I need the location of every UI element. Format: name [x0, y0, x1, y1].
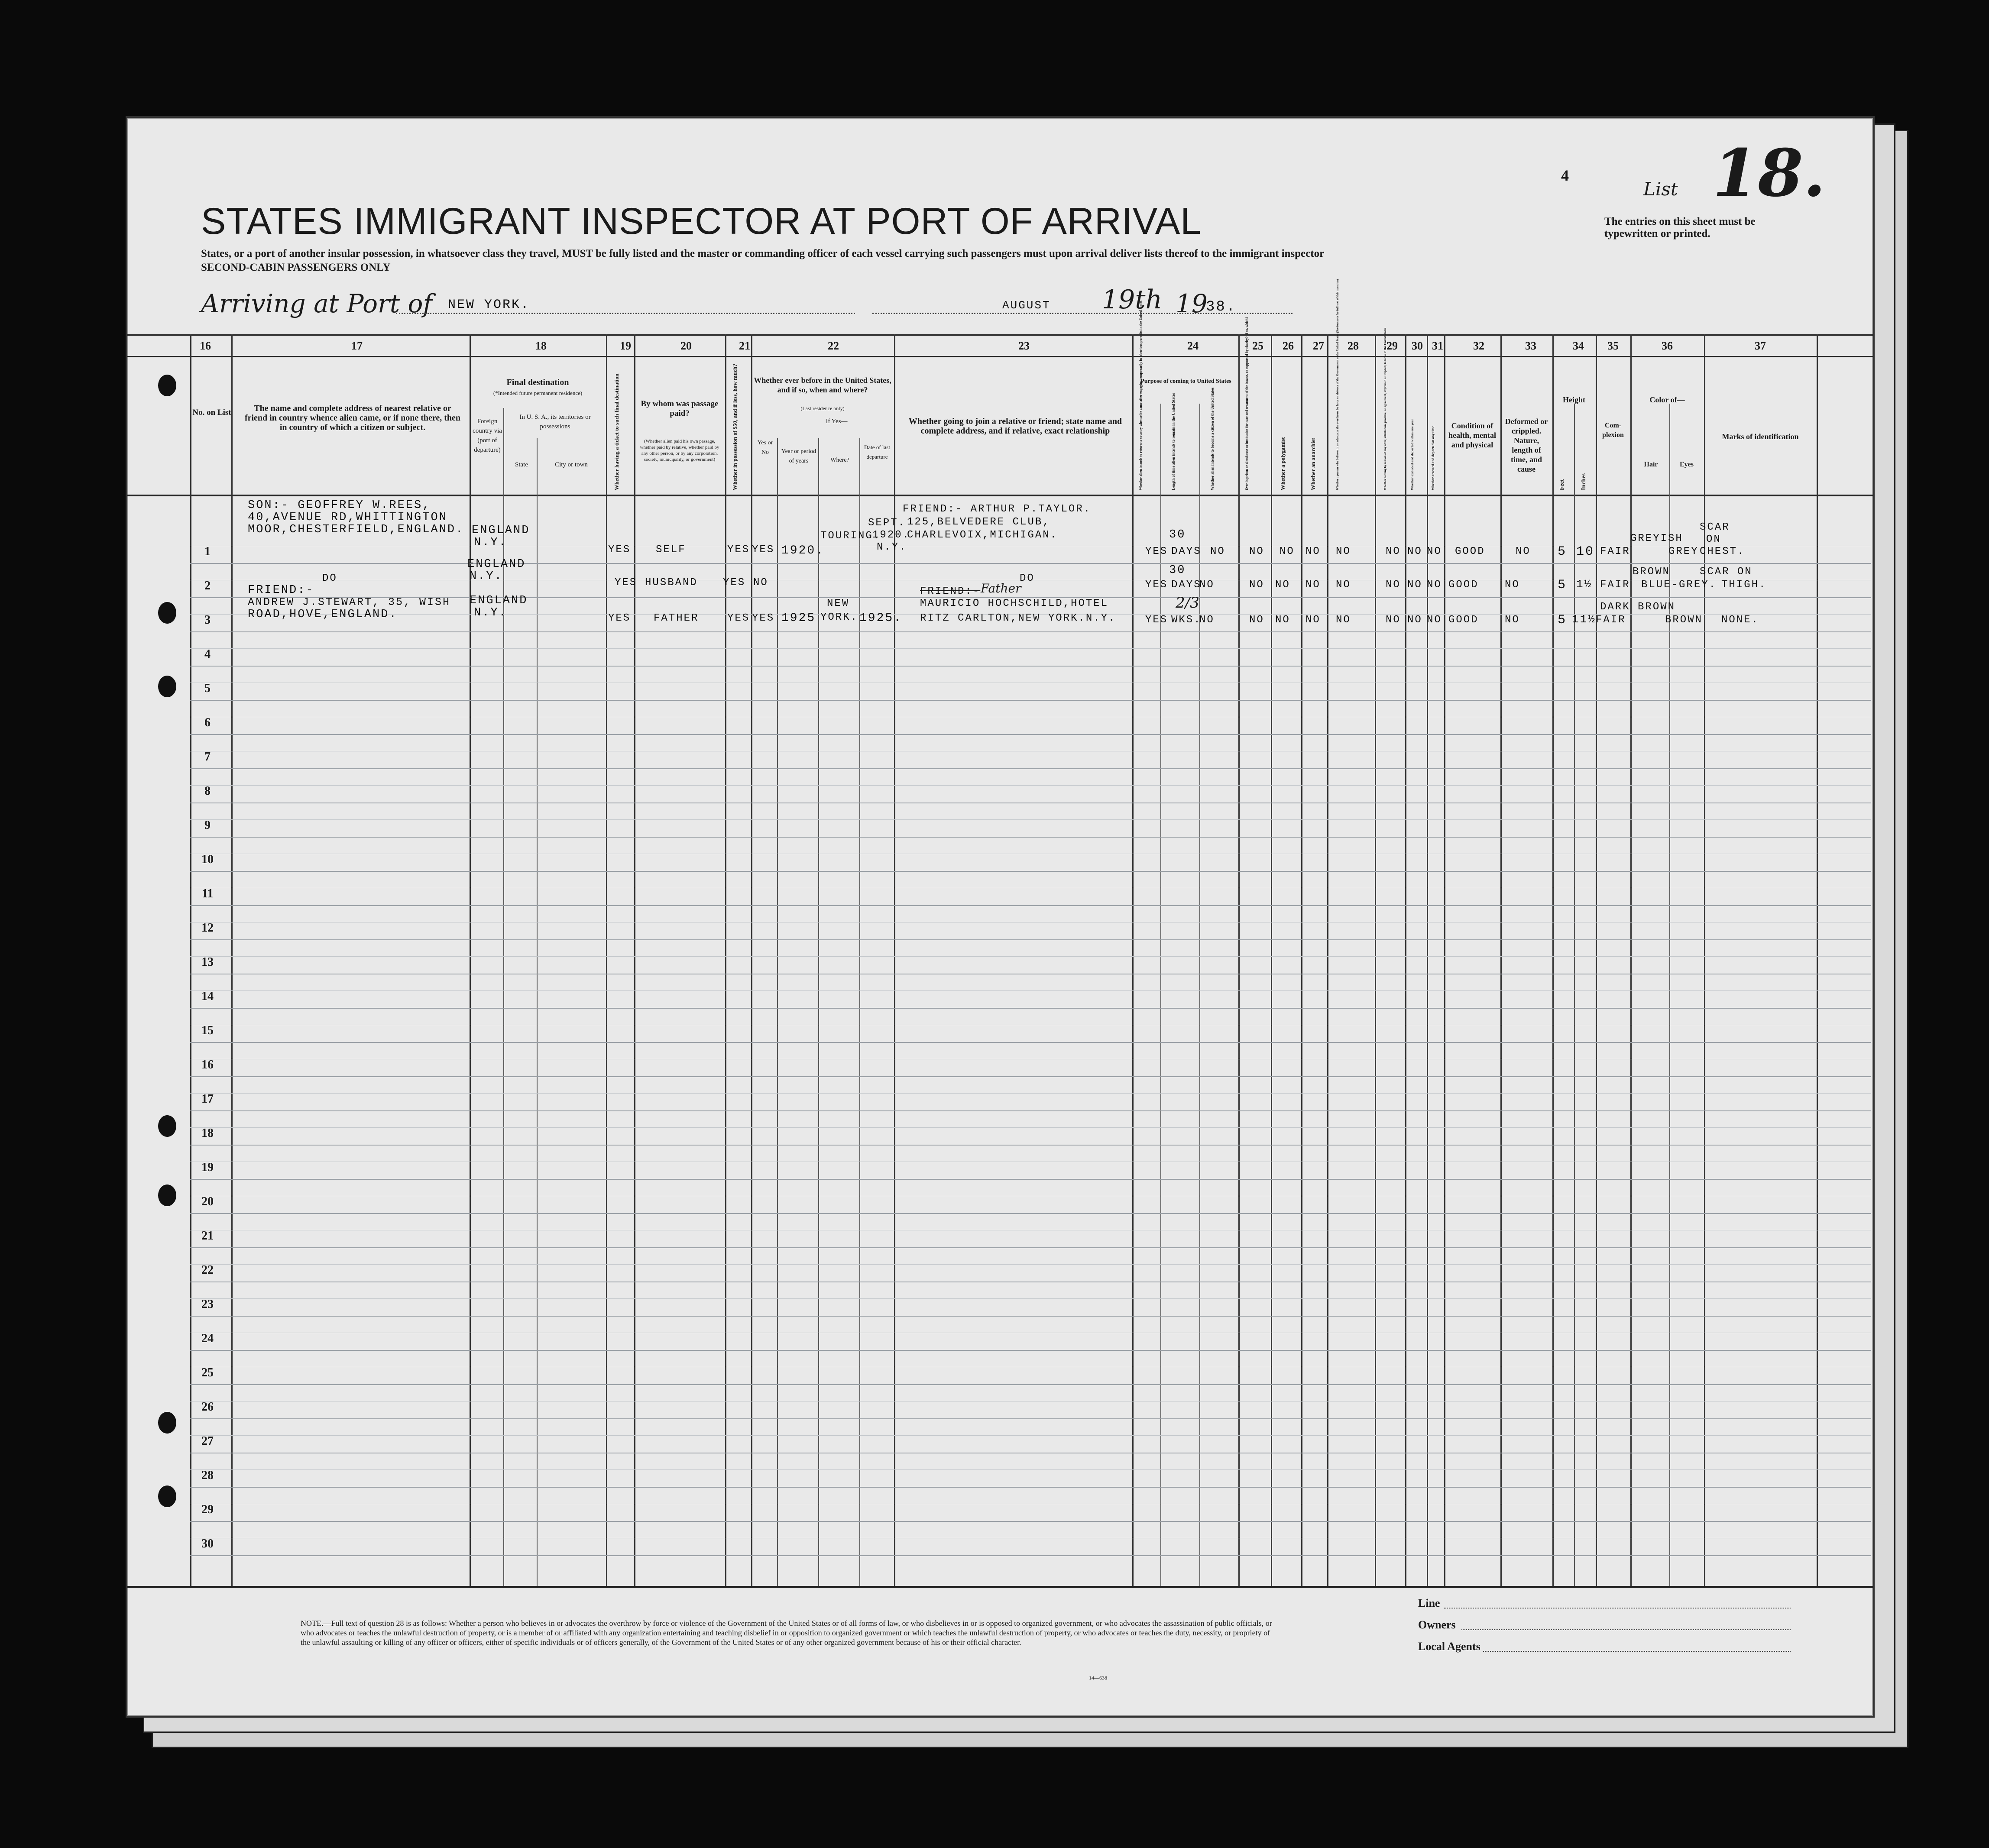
header-arrested: Whether arrested and deported at any time	[1431, 426, 1435, 490]
col-rule	[1301, 334, 1302, 1586]
row-number: 17	[201, 1092, 214, 1106]
entry-3-before: YES	[752, 612, 775, 624]
row-number: 26	[201, 1400, 214, 1414]
header-year-period: Year or period of years	[781, 448, 816, 464]
row-rule	[190, 1418, 1871, 1419]
col-num-20: 20	[680, 340, 692, 352]
entry-1-inches: 10	[1576, 544, 1595, 559]
entry-3-join-line-1: MAURICIO HOCHSCHILD,HOTEL	[920, 598, 1109, 609]
header-anarchist: Whether an anarchist	[1310, 438, 1316, 490]
row-rule	[190, 734, 1871, 735]
col-rule	[1817, 334, 1818, 1586]
row-number: 22	[201, 1263, 214, 1277]
entry-1-year: 1920.	[781, 544, 825, 557]
entry-1-join-line-3: CHARLEVOIX,MICHIGAN.	[907, 529, 1058, 541]
row-rule	[190, 837, 1871, 838]
entry-1-foreign: ENGLAND	[472, 524, 530, 537]
entry-3-where-2: YORK.	[820, 612, 858, 623]
row-subrule	[190, 1127, 1871, 1128]
entry-1-anarchist: NO	[1305, 546, 1321, 557]
header-height: Height	[1563, 395, 1585, 404]
header-marks: Marks of identification	[1722, 432, 1799, 441]
entry-3-join-line-2: RITZ CARLTON,NEW YORK.N.Y.	[920, 612, 1116, 624]
row-rule	[190, 939, 1871, 940]
entry-1-health: GOOD	[1455, 546, 1485, 557]
binder-hole	[158, 1185, 176, 1206]
col-num-18: 18	[535, 340, 547, 352]
header-join-relative: Whether going to join a relative or friend; state name and complete address, and if relative, exact relationship	[908, 417, 1122, 436]
page-marker: 4	[1561, 167, 1569, 184]
header-purpose: Purpose of coming to United States	[1140, 378, 1231, 385]
row-subrule	[190, 819, 1871, 820]
arrival-day: 19th	[1102, 285, 1163, 315]
header-yes-no: Yes or No	[757, 440, 773, 456]
entry-2-relative: DO	[322, 573, 337, 584]
entry-3-polygamist: NO	[1275, 614, 1290, 626]
col-rule	[751, 334, 752, 1586]
row-number: 7	[204, 750, 211, 764]
header-ticket: Whether having a ticket to such final destination	[613, 373, 620, 490]
entry-3-length-num: 2/3	[1176, 594, 1199, 612]
header-eyes: Eyes	[1680, 461, 1694, 468]
entry-3-relative-label: FRIEND:-	[248, 584, 314, 597]
col-num-16: 16	[200, 340, 211, 352]
row-number: 4	[204, 647, 211, 661]
arrival-year-suffix: 38.	[1206, 299, 1237, 315]
entry-3-health: GOOD	[1448, 614, 1479, 626]
row-rule	[190, 1076, 1871, 1077]
header-fifty: Whether in possession of $50, and if less, how much?	[732, 364, 738, 490]
entry-1-marks-3: CHEST.	[1700, 546, 1745, 557]
entry-1-feet: 5	[1558, 544, 1567, 559]
entry-1-fifty: YES	[727, 544, 750, 556]
entry-3-inches: 11½	[1572, 613, 1596, 626]
entry-3-marks: NONE.	[1721, 614, 1759, 626]
header-final-destination-note: (*Intended future permanent residence)	[493, 390, 583, 396]
arrival-month: AUGUST	[1002, 299, 1051, 312]
entry-2-feet: 5	[1558, 578, 1567, 592]
col-rule	[1552, 334, 1554, 1586]
entry-3-excluded: NO	[1407, 614, 1422, 626]
col-rule	[503, 408, 504, 1586]
col-rule	[1327, 334, 1328, 1586]
list-label: List	[1643, 178, 1678, 200]
col-num-23: 23	[1018, 340, 1030, 352]
row-subrule	[190, 785, 1871, 786]
row-subrule	[190, 1298, 1871, 1299]
col-rule	[1444, 334, 1445, 1586]
page-subtitle: States, or a port of another insular possession, in whatsoever class they travel, MUST be fully listed and the master or commanding officer of each vessel carrying such passengers must upon arrival deliver lists thereof to the immigrant inspector	[201, 248, 1325, 259]
col-rule	[1238, 334, 1240, 1586]
row-rule	[190, 631, 1871, 632]
col-rule	[1375, 334, 1376, 1586]
entry-3-join-label: FRIEND:-	[920, 586, 981, 597]
entry-3-anarchist: NO	[1305, 614, 1321, 626]
page-title: STATES IMMIGRANT INSPECTOR AT PORT OF ARRIVAL	[201, 201, 1202, 242]
col-num-33: 33	[1525, 340, 1536, 352]
entry-1-citizen: NO	[1210, 546, 1225, 557]
entry-2-contract: NO	[1386, 579, 1401, 591]
row-number: 21	[201, 1229, 214, 1243]
col-rule	[1596, 334, 1597, 1586]
entry-3-paid: FATHER	[654, 612, 699, 624]
col-num-35: 35	[1607, 340, 1619, 352]
col-num-29: 29	[1386, 340, 1398, 352]
entry-1-departure-1: SEPT.	[868, 517, 906, 529]
footer-agents-label: Local Agents	[1418, 1640, 1480, 1653]
header-final-destination: Final destination	[506, 378, 569, 387]
entry-3-length-unit: WKS.	[1171, 614, 1202, 626]
header-before-us: Whether ever before in the United States, and if so, when and where?	[754, 376, 891, 394]
entry-2-health: GOOD	[1448, 579, 1479, 591]
entry-3-relative-line-2: ROAD,HOVE,ENGLAND.	[248, 608, 398, 621]
binder-hole	[158, 1115, 176, 1137]
entry-2-marks-1: SCAR ON	[1700, 566, 1753, 578]
col-num-17: 17	[351, 340, 363, 352]
header-foreign-country: Foreign country via (port of departure)	[473, 418, 502, 453]
col-rule	[190, 334, 191, 1586]
entry-1-arrested: NO	[1427, 546, 1442, 557]
header-if-yes: If Yes—	[826, 418, 848, 425]
header-length-stay: Length of time alien intends to remain in the United States	[1171, 393, 1176, 490]
col-num-26: 26	[1283, 340, 1294, 352]
binder-hole	[158, 676, 176, 697]
row-rule	[190, 563, 1871, 564]
row-rule	[190, 1521, 1871, 1522]
entry-2-join: DO	[1020, 573, 1035, 584]
sheet-instructions: The entries on this sheet must be typewritten or printed.	[1604, 216, 1756, 239]
binder-hole	[158, 1412, 176, 1434]
col-rule	[537, 438, 538, 1586]
row-number: 6	[204, 716, 211, 729]
footer-agents-rule	[1483, 1651, 1791, 1652]
entry-1-departure-2: 1920.	[872, 529, 910, 541]
cabin-class: SECOND-CABIN PASSENGERS ONLY	[201, 262, 391, 273]
arrival-year-prefix: 19	[1176, 289, 1208, 318]
binder-hole	[158, 375, 176, 396]
row-rule	[190, 1350, 1871, 1351]
row-number: 11	[201, 887, 214, 900]
entry-2-inches: 1½	[1576, 578, 1593, 591]
row-number: 29	[201, 1503, 214, 1516]
header-deformed: Deformed or crippled. Nature, length of time, and cause	[1505, 417, 1548, 473]
row-rule	[190, 1247, 1871, 1248]
row-number: 3	[204, 613, 211, 627]
entry-1-complexion: FAIR	[1600, 546, 1630, 557]
entry-3-ticket: YES	[608, 612, 631, 624]
entry-1-contract: NO	[1386, 546, 1401, 557]
entry-3-complexion: FAIR	[1596, 614, 1626, 626]
row-rule	[190, 1145, 1871, 1146]
row-number: 13	[201, 955, 214, 969]
entry-1-relative-line-1: SON:- GEOFFREY W.REES,	[248, 499, 431, 512]
port-name: NEW YORK.	[448, 298, 530, 312]
entry-1-marks-2: ON	[1706, 534, 1721, 545]
entry-3-feet: 5	[1558, 613, 1567, 628]
header-overthrow: Whether a person who believes in or advocates the overthrow by force or violence of the Government of the United States (See footnote for full text of this question)	[1336, 279, 1339, 490]
entry-3-join-handwritten: Father	[981, 581, 1021, 596]
manifest-sheet	[126, 116, 1875, 1718]
header-citizen-intent: Whether alien intends to become a citizen of the United States	[1210, 387, 1215, 490]
col-num-34: 34	[1573, 340, 1584, 352]
header-where: Where?	[830, 457, 849, 463]
row-number: 10	[201, 853, 214, 866]
row-number: 1	[204, 545, 211, 558]
list-number: 18.	[1713, 135, 1826, 211]
row-number: 28	[201, 1469, 214, 1482]
col-rule	[634, 334, 635, 1586]
header-bottom-rule	[127, 495, 1873, 496]
col-rule	[1500, 334, 1502, 1586]
row-number: 20	[201, 1195, 214, 1208]
header-passage-note: (Whether alien paid his own passage, whether paid by relative, whether paid by any other person, or by any corporation, society, municipality, or government)	[640, 439, 719, 462]
port-rule	[396, 313, 855, 314]
entry-1-departure-3: N.Y.	[877, 541, 907, 553]
row-rule	[190, 768, 1871, 769]
col-num-19: 19	[620, 340, 631, 352]
row-number: 19	[201, 1161, 214, 1174]
entry-1-ticket: YES	[608, 544, 631, 556]
entry-3-purpose: YES	[1145, 614, 1168, 626]
entry-1-length-unit: DAYS	[1171, 546, 1202, 557]
footnote: NOTE.—Full text of question 28 is as follows: Whether a person who believes in or advocates the overthrow by force or violence of the Government of the United States or of all forms of law, or who disbelieves in or is opposed to organized government, or who advocates the assassination of public officials, or who advocates or teaches the unlawful destruction of property, or is a member of or affiliated with any organization entertaining and teaching disbelief in or opposition to organized government or which teaches the unlawful destruction of property, or who advocates or teaches the duty, necessity, or propriety of the unlawful assaulting or killing of any officer or officers, either of specific individuals or of officers generally, of the Government of the United States or of any other organized government because of his or their official character.	[301, 1619, 1272, 1647]
table-top-rule	[127, 334, 1873, 336]
header-polygamist: Whether a polygamist	[1280, 437, 1286, 490]
row-rule	[190, 700, 1871, 701]
row-subrule	[190, 1093, 1871, 1094]
header-complexion: Com- plexion	[1602, 422, 1624, 439]
entry-2-length-num: 30	[1169, 564, 1186, 577]
header-inches: Inches	[1581, 473, 1587, 490]
row-rule	[190, 871, 1871, 872]
header-intends-return: Whether alien intends to return to country whence he came after engaging temporarily in laborious pursuits in the United States	[1139, 301, 1143, 490]
entry-1-join-line-2: 125,BELVEDERE CLUB,	[907, 516, 1050, 528]
table-bottom-rule	[127, 1586, 1873, 1588]
entry-1-foreign-via: N.Y.	[474, 536, 507, 549]
header-city: City or town	[555, 461, 588, 468]
entry-2-paid: HUSBAND	[645, 577, 698, 589]
entry-3-relative-line-1: ANDREW J.STEWART, 35, WISH	[248, 596, 451, 608]
entry-1-paid: SELF	[656, 544, 686, 556]
col-num-21: 21	[739, 340, 750, 352]
entry-1-relative-line-3: MOOR,CHESTERFIELD,ENGLAND.	[248, 523, 464, 536]
header-feet: Feet	[1559, 479, 1565, 490]
header-contract: Whether coming by reason of any offer, solicitation, promise, or agreement, expressed or implied, to labor in the United States	[1383, 327, 1387, 490]
row-number: 16	[201, 1058, 214, 1071]
entry-3-hair: DARK BROWN	[1600, 601, 1676, 613]
header-in-usa: In U. S. A., its territories or possessions	[519, 414, 591, 430]
row-rule	[190, 1008, 1871, 1009]
header-date-departure: Date of last departure	[864, 444, 890, 460]
binder-hole	[158, 602, 176, 624]
entry-2-ticket: YES	[615, 577, 638, 589]
row-number: 5	[204, 682, 211, 695]
entry-1-deformed: NO	[1516, 546, 1531, 557]
row-subrule	[190, 648, 1871, 649]
col-rule	[1405, 334, 1406, 1586]
col-rule	[818, 438, 819, 1586]
entry-2-citizen: NO	[1199, 579, 1215, 591]
row-subrule	[190, 1264, 1871, 1265]
row-subrule	[190, 1435, 1871, 1436]
entry-1-where: TOURING.	[820, 530, 881, 542]
form-number: 14—638	[1089, 1675, 1107, 1681]
row-rule	[190, 1316, 1871, 1317]
entry-3-where-1: NEW	[827, 598, 850, 609]
entry-2-length-unit: DAYS	[1171, 579, 1202, 591]
header-state: State	[515, 461, 528, 468]
col-rule	[606, 334, 607, 1586]
entry-3-prison: NO	[1249, 614, 1264, 626]
col-num-30: 30	[1412, 340, 1423, 352]
header-prison: Ever in prison or almshouse or institution for care and treatment of the insane, or supported by charity? If so, which?	[1245, 317, 1249, 490]
entry-3-departure: 1925.	[859, 612, 903, 625]
row-rule	[190, 1384, 1871, 1385]
entry-2-anarchist: NO	[1305, 579, 1321, 591]
entry-2-deformed: NO	[1505, 579, 1520, 591]
header-hair: Hair	[1644, 461, 1658, 468]
entry-1-marks-1: SCAR	[1700, 521, 1730, 533]
footer-owners-label: Owners	[1418, 1618, 1456, 1631]
binder-hole	[158, 1486, 176, 1507]
row-number: 15	[201, 1024, 214, 1037]
row-rule	[190, 1487, 1871, 1488]
header-color-of: Color of—	[1649, 395, 1685, 404]
col-rule	[1271, 334, 1272, 1586]
entry-2-purpose: YES	[1145, 579, 1168, 591]
row-number: 14	[201, 990, 214, 1003]
header-excluded: Whether excluded and deported within one year	[1410, 419, 1414, 490]
entry-2-marks-2: THIGH.	[1721, 579, 1767, 591]
row-rule	[190, 905, 1871, 906]
entry-2-before: NO	[753, 577, 768, 589]
entry-3-eyes: BROWN	[1665, 614, 1703, 626]
entry-2-fifty: YES	[723, 577, 746, 589]
col-num-27: 27	[1313, 340, 1324, 352]
row-number: 24	[201, 1332, 214, 1345]
row-rule	[190, 1213, 1871, 1214]
entry-1-join-line-1: FRIEND:- ARTHUR P.TAYLOR.	[903, 503, 1092, 515]
col-num-32: 32	[1473, 340, 1484, 352]
entry-1-prison: NO	[1249, 546, 1264, 557]
entry-1-excluded: NO	[1407, 546, 1422, 557]
row-number: 25	[201, 1366, 214, 1379]
header-no-on-list: No. on List	[192, 408, 231, 417]
entry-1-polygamist: NO	[1280, 546, 1295, 557]
header-before-us-note: (Last residence only)	[800, 405, 845, 411]
col-num-31: 31	[1432, 340, 1443, 352]
col-num-25: 25	[1252, 340, 1263, 352]
entry-3-overthrow: NO	[1336, 614, 1351, 626]
row-rule	[190, 1042, 1871, 1043]
entry-2-hair: BROWN	[1633, 566, 1671, 578]
entry-1-before: YES	[752, 544, 775, 556]
col-rule	[1574, 404, 1575, 1586]
col-rule	[1630, 334, 1632, 1586]
row-rule	[190, 666, 1871, 667]
entry-2-foreign: ENGLAND	[467, 558, 526, 571]
entry-2-overthrow: NO	[1336, 579, 1351, 591]
row-rule	[190, 1555, 1871, 1556]
entry-1-overthrow: NO	[1336, 546, 1351, 557]
row-number: 8	[204, 784, 211, 798]
column-number-rule	[127, 356, 1873, 357]
row-subrule	[190, 1469, 1871, 1470]
col-num-37: 37	[1755, 340, 1766, 352]
entry-3-foreign: ENGLAND	[470, 594, 528, 607]
entry-1-hair: GREYISH	[1630, 533, 1683, 544]
col-rule	[470, 334, 471, 1586]
entry-2-prison: NO	[1249, 579, 1264, 591]
entry-3-arrested: NO	[1427, 614, 1442, 626]
row-number: 23	[201, 1298, 214, 1311]
col-rule	[777, 438, 778, 1586]
row-number: 30	[201, 1537, 214, 1550]
col-rule	[1132, 334, 1134, 1586]
entry-1-eyes: GREY	[1668, 546, 1699, 557]
row-number: 27	[201, 1434, 214, 1448]
entry-1-relative-line-2: 40,AVENUE RD,WHITTINGTON	[248, 511, 447, 524]
col-num-28: 28	[1348, 340, 1359, 352]
col-rule	[231, 334, 233, 1586]
entry-1-purpose: YES	[1145, 546, 1168, 557]
footer-line-rule	[1444, 1608, 1791, 1609]
entry-3-foreign-via: N.Y.	[474, 606, 507, 619]
col-num-36: 36	[1662, 340, 1673, 352]
entry-3-fifty: YES	[727, 612, 750, 624]
footer-owners-rule	[1461, 1629, 1791, 1630]
entry-2-eyes: BLUE-GREY.	[1641, 579, 1717, 591]
entry-1-length-num: 30	[1169, 528, 1186, 541]
entry-2-arrested: NO	[1427, 579, 1442, 591]
row-rule	[190, 1179, 1871, 1180]
col-num-24: 24	[1187, 340, 1199, 352]
row-number: 2	[204, 579, 211, 592]
entry-2-excluded: NO	[1407, 579, 1422, 591]
entry-2-polygamist: NO	[1275, 579, 1290, 591]
header-passage-paid: By whom was passage paid?	[641, 399, 719, 418]
col-rule	[725, 334, 726, 1586]
entry-3-deformed: NO	[1505, 614, 1520, 626]
row-rule	[190, 1110, 1871, 1111]
entry-2-complexion: FAIR	[1600, 579, 1630, 591]
entry-3-contract: NO	[1386, 614, 1401, 626]
entry-3-year: 1925	[781, 612, 816, 625]
col-rule	[1427, 334, 1428, 1586]
header-relative: The name and complete address of nearest relative or friend in country whence alien came, or if none there, then in country of which a citizen or subject.	[244, 404, 461, 432]
col-rule	[859, 438, 860, 1586]
entry-3-citizen: NO	[1199, 614, 1215, 626]
footer-line-label: Line	[1418, 1597, 1440, 1609]
row-subrule	[190, 956, 1871, 957]
row-number: 18	[201, 1126, 214, 1140]
header-health: Condition of health, mental and physical	[1448, 421, 1496, 449]
col-num-22: 22	[828, 340, 839, 352]
row-subrule	[190, 990, 1871, 991]
entry-2-foreign-via: N.Y.	[470, 570, 503, 583]
row-number: 12	[201, 921, 214, 935]
arriving-label: Arriving at Port of	[201, 289, 432, 318]
row-number: 9	[204, 819, 211, 832]
